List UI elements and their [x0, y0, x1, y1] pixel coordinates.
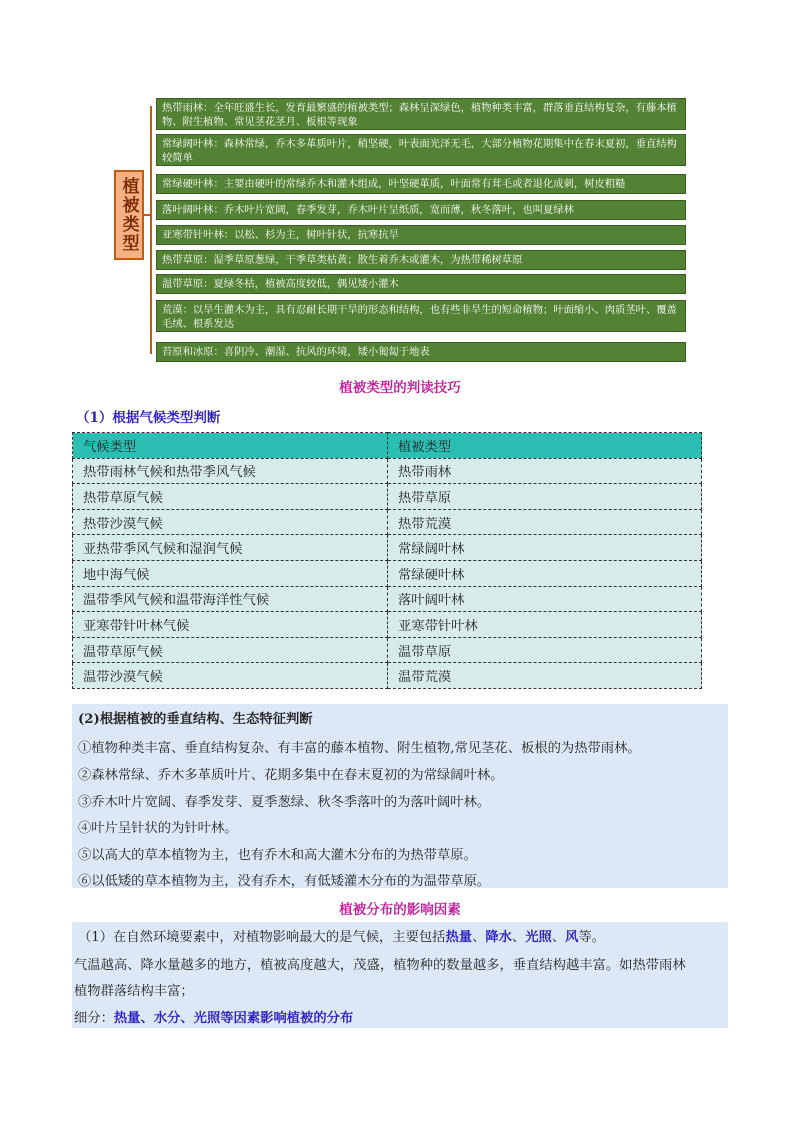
factor-heat: 热量 [445, 930, 473, 945]
table-row [73, 586, 702, 612]
mindmap-bracket [150, 106, 152, 354]
table-cell: 亚热带季风气候和湿润气候 [73, 535, 388, 561]
table-cell: 热带草原 [388, 484, 702, 510]
table-header-cell: 植被类型 [388, 433, 702, 459]
branch-tundra-icefield: 苔原和冰原：喜阴冷、潮湿、抗风的环境，矮小匍匐于地表 [156, 342, 686, 362]
branch-evergreen-broadleaf: 常绿阔叶林：森林常绿，乔木多革质叶片，稍坚硬，叶表面光泽无毛，大部分植物花期集中在春末夏初，垂直结构较简单 [156, 134, 686, 166]
factor-sunlight: 光照 [525, 930, 552, 945]
table-cell: 地中海气候 [73, 560, 388, 586]
table-cell: 亚寒带针叶林 [388, 612, 702, 638]
factor-paragraph-2: 气温越高、降水量越多的地方，植被高度越大，茂盛，植物种的数量越多，垂直结构越丰富。如热带雨林 [74, 958, 686, 973]
table-cell: 热带雨林气候和热带季风气候 [73, 458, 388, 484]
mindmap-root: 植被类型 [114, 170, 144, 260]
branch-deciduous-broadleaf: 落叶阔叶林：乔木叶片宽阔，春季发芽，乔木叶片呈纸质，宽而薄，秋冬落叶，也叫夏绿林 [156, 200, 686, 220]
factor-paragraph-2-cont: 植物群落结构丰富； [74, 984, 194, 999]
factor-paragraph-1 [78, 926, 605, 945]
table-cell: 热带雨林 [388, 458, 702, 484]
criteria-item: ①植物种类丰富、垂直结构复杂、有丰富的藤本植物、附生植物,常见茎花、板根的为热带雨林。 [78, 741, 641, 756]
structure-criteria-panel [72, 704, 728, 888]
subheading-by-structure: (2)根据植被的垂直结构、生态特征判断 [78, 712, 313, 727]
criteria-item: ⑤以高大的草本植物为主，也有乔木和高大灌木分布的为热带草原。 [78, 848, 477, 863]
table-cell: 温带沙漠气候 [73, 663, 388, 689]
section-title-factors: 植被分布的影响因素 [339, 902, 461, 918]
table-cell: 热带草原气候 [73, 484, 388, 510]
table-row [73, 560, 702, 586]
table-row [73, 612, 702, 638]
table-row [73, 509, 702, 535]
table-cell: 热带沙漠气候 [73, 509, 388, 535]
factor-summary: 热量、水分、光照等因素影响植被的分布 [113, 1011, 354, 1026]
criteria-item: ③乔木叶片宽阔、春季发芽、夏季葱绿、秋冬季落叶的为落叶阔叶林。 [78, 795, 491, 810]
climate-vegetation-table [72, 432, 702, 689]
branch-tropical-rainforest: 热带雨林：全年旺盛生长，发育最繁盛的植被类型；森林呈深绿色，植物种类丰富，群落垂直结构复杂，有藤本植物、附生植物、常见茎花茎月、板根等现象 [156, 98, 686, 130]
table-row [73, 484, 702, 510]
table-row [73, 663, 702, 689]
factor-text: 细分： [74, 1011, 114, 1026]
table-cell: 温带荒漠 [388, 663, 702, 689]
factor-separator: 、 [511, 930, 526, 945]
criteria-item: ④叶片呈针状的为针叶林。 [78, 821, 238, 836]
factor-text: （1）在自然环境要素中，对植物影响最大的是气候，主要包括 [78, 930, 446, 945]
table-cell: 落叶阔叶林 [388, 586, 702, 612]
table-row [73, 535, 702, 561]
table-cell: 温带草原气候 [73, 637, 388, 663]
table-cell: 亚寒带针叶林气候 [73, 612, 388, 638]
branch-evergreen-sclerophyll: 常绿硬叶林：主要由硬叶的常绿乔木和灌木组成，叶坚硬革质，叶面常有茸毛或者退化成刺，树皮粗糙 [156, 174, 686, 194]
branch-desert: 荒漠：以旱生灌木为主，具有忍耐长期干旱的形态和结构，也有些非旱生的短命植物；叶面缩小、肉质茎叶、覆盖毛绒、根系发达 [156, 300, 686, 332]
factor-precipitation: 降水 [485, 930, 512, 945]
table-cell: 常绿阔叶林 [388, 535, 702, 561]
vegetation-mindmap [112, 96, 690, 368]
table-header-cell: 气候类型 [73, 433, 388, 459]
factor-separator: 、 [472, 930, 486, 945]
factor-wind: 风 [565, 930, 579, 945]
table-cell: 温带季风气候和温带海洋性气候 [73, 586, 388, 612]
table-cell: 常绿硬叶林 [388, 560, 702, 586]
table-header-row [73, 433, 702, 459]
factor-paragraph-3 [74, 1007, 353, 1026]
table-row [73, 637, 702, 663]
section-title-identification: 植被类型的判读技巧 [339, 380, 461, 396]
branch-tropical-savanna: 热带草原：湿季草原葱绿，干季草类枯黄；散生着乔木或灌木，为热带稀树草原 [156, 250, 686, 270]
branch-subarctic-coniferous: 亚寒带针叶林：以松、杉为主，树叶针状，抗寒抗旱 [156, 225, 686, 245]
table-row [73, 458, 702, 484]
factor-text: 等。 [578, 930, 606, 945]
branch-temperate-grassland: 温带草原：夏绿冬枯，植被高度较低，偶见矮小灌木 [156, 274, 686, 294]
table-cell: 热带荒漠 [388, 509, 702, 535]
subheading-by-climate: （1）根据气候类型判断 [76, 410, 221, 426]
factor-separator: 、 [551, 930, 566, 945]
table-cell: 温带草原 [388, 637, 702, 663]
criteria-item: ②森林常绿、乔木多革质叶片、花期多集中在春末夏初的为常绿阔叶林。 [78, 768, 504, 783]
criteria-item: ⑥以低矮的草本植物为主，没有乔木，有低矮灌木分布的为温带草原。 [78, 874, 491, 889]
factors-panel [72, 922, 728, 1028]
